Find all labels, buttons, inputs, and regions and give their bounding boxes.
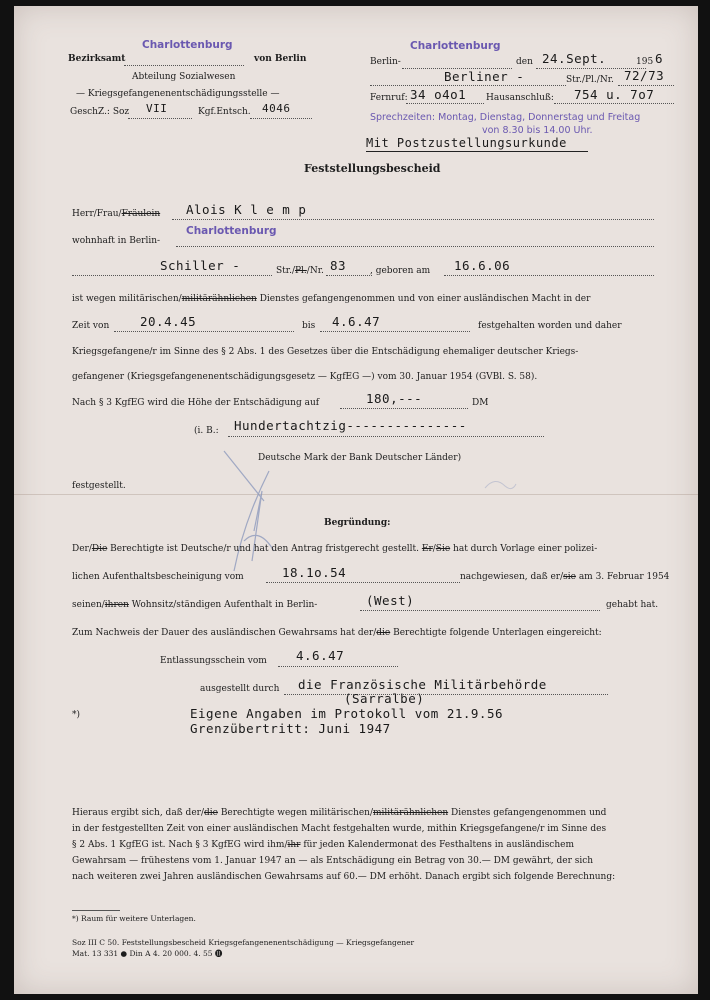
wohnhaft-stamp: Charlottenburg (186, 225, 277, 237)
sprechzeiten-line2: von 8.30 bis 14.00 Uhr. (482, 125, 593, 136)
den-label: den (516, 57, 533, 67)
fold-line (14, 494, 698, 495)
hieraus-line3: § 2 Abs. 1 KgfEG ist. Nach § 3 KgfEG wird ihm/ihr für jeden Kalendermonat des Festhaltens in ausländischem (72, 840, 575, 850)
person-street-value: Schiller - (160, 258, 241, 273)
footnote-text: *) Raum für weitere Unterlagen. (72, 914, 196, 923)
str-label: Str./Pl./Nr. (566, 75, 614, 85)
kgf-value: 4046 (262, 102, 291, 115)
begruendung-line3-end: gehabt hat. (606, 600, 659, 610)
soz-value: VII (146, 102, 168, 115)
berlin-stamp: Charlottenburg (410, 40, 501, 52)
body-line3: Kriegsgefangene/r im Sinne des § 2 Abs. 1 des Gesetzes über die Entschädigung ehemaliger deutscher Kriegs- (72, 347, 579, 357)
para1: ist wegen militärischen/militärähnlichen Dienstes gefangengenommen und von einer ausländischen Macht in der (72, 294, 591, 304)
wohnhaft-label: wohnhaft in Berlin- (72, 236, 161, 246)
ib-label: (i. B.: (194, 426, 219, 436)
hausanschluss-value: 754 u. 7o7 (574, 87, 655, 102)
form-line1: Soz III C 50. Feststellungsbescheid Kriegsgefangenenentschädigung — Kriegsgefangener (72, 938, 415, 947)
geboren-label: , geboren am (370, 266, 431, 276)
hieraus-line5: nach weiteren zwei Jahren ausländischen Gewahrsams auf 60.— DM erhöht. Danach ergibt sich folgende Berechnung: (72, 872, 616, 882)
person-nr-value: 83 (330, 258, 347, 273)
document-page (14, 6, 698, 994)
geboren-value: 16.6.06 (454, 258, 511, 273)
signature-mark (204, 431, 294, 581)
von-berlin: von Berlin (254, 54, 307, 64)
entlassung-value: 4.6.47 (296, 648, 345, 663)
anrede-label: Herr/Frau/Fräulein (72, 209, 161, 219)
fernruf-label: Fernruf: (370, 93, 408, 103)
bis-value: 4.6.47 (332, 314, 381, 329)
entlassung-label: Entlassungsschein vom (160, 656, 267, 666)
postzustellung: Mit Postzustellungsurkunde (366, 136, 567, 150)
date-value: 24.Sept. (542, 51, 607, 66)
bis-label: bis (302, 321, 316, 331)
ausgestellt-value1: die Französische Militärbehörde (298, 677, 547, 692)
faint-mark (480, 476, 520, 496)
ausgestellt-value2: (Sarralbe) (344, 691, 425, 706)
fernruf-value: 34 o4o1 (410, 87, 467, 102)
von-value: 20.4.45 (140, 314, 197, 329)
page-title: Feststellungsbescheid (304, 162, 441, 175)
abteilung: Abteilung Sozialwesen (132, 72, 236, 82)
berlin-label: Berlin- (370, 57, 401, 67)
dm-label: DM (472, 398, 489, 408)
hieraus-line1: Hieraus ergibt sich, daß der/die Berechtigte wegen militärischen/militärähnlichen Dienstes gefangengenommen und (72, 808, 607, 818)
begruendung-line2-rest: nachgewiesen, daß er/sie am 3. Februar 1954 (460, 572, 670, 582)
street-value: Berliner - (444, 69, 525, 84)
festgehalten: festgehalten worden und daher (478, 321, 622, 331)
geschz-label: GeschZ.: Soz (70, 107, 130, 117)
ausgestellt-label: ausgestellt durch (200, 684, 280, 694)
footnote-mark: *) (72, 710, 81, 720)
hoehe-label: Nach § 3 KgfEG wird die Höhe der Entschädigung auf (72, 398, 320, 408)
ib-value: Hundertachtzig--------------- (234, 418, 467, 433)
berlin-west-value: (West) (366, 593, 415, 608)
eigene-angaben-line2: Grenzübertritt: Juni 1947 (190, 721, 391, 736)
deutsche-mark: Deutsche Mark der Bank Deutscher Länder) (258, 453, 462, 463)
year-suffix: 6 (655, 51, 664, 66)
begruendung-line4: Zum Nachweis der Dauer des ausländischen Gewahrsams hat der/die Berechtigte folgende Unterlagen eingereicht: (72, 628, 602, 638)
form-line2: Mat. 13 331 ● Din A 4. 20 000. 4. 55 ⓫ (72, 949, 223, 958)
person-str-label: Str./Pl./Nr. (276, 266, 324, 276)
bezirksamt-label: Bezirksamt (68, 54, 126, 64)
begruendung-line2-label: lichen Aufenthaltsbescheinigung vom (72, 572, 244, 582)
year-prefix: 195 (636, 57, 654, 67)
name-value: Alois K l e m p (186, 202, 307, 217)
sprechzeiten-line1: Sprechzeiten: Montag, Dienstag, Donnerstag und Freitag (370, 112, 641, 123)
begruendung-line3-label: seinen/ihren Wohnsitz/ständigen Aufenthalt in Berlin- (72, 600, 318, 610)
stelle: — Kriegsgefangenenentschädigungsstelle — (76, 89, 280, 99)
aufenthalt-date-value: 18.1o.54 (282, 565, 347, 580)
begruendung-heading: Begründung: (324, 518, 391, 528)
hoehe-value: 180,--- (366, 391, 423, 406)
str-nr-value: 72/73 (624, 68, 665, 83)
hieraus-line2: in der festgestellten Zeit von einer ausländischen Macht festgehalten wurde, mithin Kriegsgefangene/r im Sinne des (72, 824, 607, 834)
hieraus-line4: Gewahrsam — frühestens vom 1. Januar 1947 an — als Entschädigung ein Betrag von 30.— DM gewährt, der sich (72, 856, 594, 866)
festgestellt: festgestellt. (72, 481, 126, 491)
zeit-von-label: Zeit von (72, 321, 110, 331)
hausanschluss-label: Hausanschluß: (486, 93, 554, 103)
bezirk-stamp: Charlottenburg (142, 39, 233, 51)
body-line4: gefangener (Kriegsgefangenenentschädigungsgesetz — KgfEG —) vom 30. Januar 1954 (GVBl. S. 58). (72, 372, 538, 382)
kgf-label: Kgf.Entsch. (198, 107, 251, 117)
begruendung-line1: Der/Die Berechtigte ist Deutsche/r und hat den Antrag fristgerecht gestellt. Er/Sie hat durch Vorlage einer polizei- (72, 544, 598, 554)
eigene-angaben-line1: Eigene Angaben im Protokoll vom 21.9.56 (190, 706, 503, 721)
